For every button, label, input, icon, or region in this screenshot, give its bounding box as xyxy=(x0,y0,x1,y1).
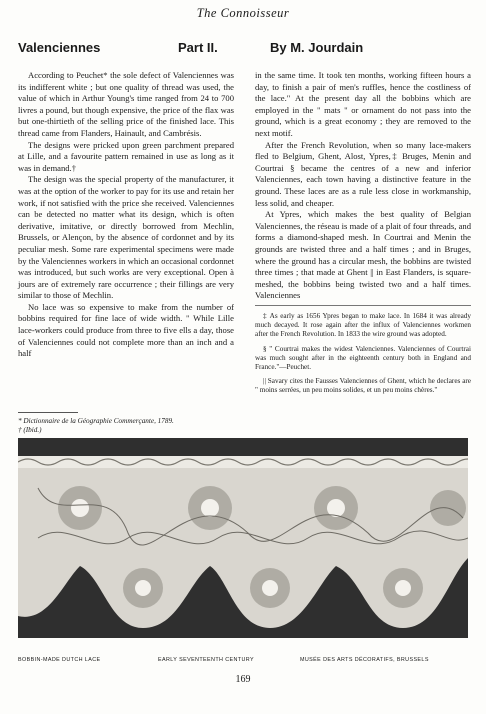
footnote: † (Ibid.) xyxy=(18,426,42,434)
left-column xyxy=(18,70,234,360)
lace-illustration xyxy=(18,438,468,638)
running-head: The Connoisseur xyxy=(196,6,290,20)
paragraph: After the French Revolution, when so many lace-makers fled to Belgium, Ghent, Alost, Ypres,‡ Bruges, Menin and Courtrai § became the centres of a new and inferior Valenciennes, each town having a distinctive feature in the ground. These laces are as a rule less close in workmanship, less solid, and cheaper. xyxy=(255,139,471,208)
lace-photograph xyxy=(18,438,468,638)
article-title-row xyxy=(18,40,470,60)
article-part: Part II. xyxy=(178,40,218,55)
footnote-divider xyxy=(255,305,471,306)
caption-right: MUSÉE DES ARTS DÉCORATIFS, BRUSSELS xyxy=(300,657,429,663)
footnote-rule xyxy=(18,412,78,413)
caption-middle: EARLY SEVENTEENTH CENTURY xyxy=(158,657,254,663)
right-footnotes xyxy=(255,312,471,401)
left-footnotes xyxy=(18,406,234,435)
paragraph: No lace was so expensive to make from the number of bobbins required for fine lace of wide width. " While Lille lace-workers could produce from three to five ells a day, those of Valenciennes could not complete more than an inch and a half xyxy=(18,301,234,359)
paragraph: The design was the special property of the manufacturer, it was at the option of the worker to pay for its use and retain her work, if not satisfied with the price she received. Valenciennes can be detected no matter what its design, which is often derivative, imitative, or directly borrowed from Mechlin, Brussels, or Alençon, by the absence of cordonnet and by its peculiar mesh. Some rare experimental specimens were made by the Valenciennes workers in which an occasional cordonnet was introduced, but such works are very exceptional. Open à jours are of extremely rare occurrence ; their fillings are very similar to those of Mechlin. xyxy=(18,174,234,301)
paragraph: According to Peuchet* the sole defect of Valenciennes was its indifferent white ; but one quality of thread was used, the value of which in Arthur Young's time ranged from 24 to 700 livres a pound, but though expensive, the price of the flax was but one-thirtieth of the selling price of the finished lace. This thread came from Flanders, Hainault, and Cambrésis. xyxy=(18,70,234,138)
footnote: || Savary cites the Fausses Valenciennes of Ghent, which he declares are " moins serrées, un peu moins solides, et un peu moins chères." xyxy=(255,377,471,395)
paragraph: At Ypres, which makes the best quality of Belgian Valenciennes, the réseau is made of a plait of four threads, and forms a diamond-shaped mesh. In Courtrai and Menin the grounds are twisted three and a half times ; and in Bruges, where the ground has a circular mesh, the bobbins are twisted three times ; that made at Ghent || in East Flanders, is square-meshed, the bobbins being twisted two and a half times. Valenciennes xyxy=(255,209,471,301)
right-column xyxy=(255,70,471,302)
article-author: By M. Jourdain xyxy=(270,40,364,55)
paragraph: The designs were pricked upon green parchment prepared at Lille, and a favourite pattern remained in use as long as it was in demand.† xyxy=(18,139,234,173)
figure-caption xyxy=(18,657,470,667)
caption-left: BOBBIN-MADE DUTCH LACE xyxy=(18,657,101,663)
footnote: * Dictionnaire de la Géographie Commerçante, 1789. xyxy=(18,417,174,425)
article-title: Valenciennes xyxy=(18,40,101,55)
paragraph: in the same time. It took ten months, working fifteen hours a day, to finish a pair of men's ruffles, hence the costliness of the lace." At the present day all the bobbins which are employed in the " mats " or ornament do not pass into the ground, which is a great economy ; they are removed to the next motif. xyxy=(255,70,471,138)
footnote: § " Courtrai makes the widest Valenciennes. Valenciennes of Courtrai was much sought after in the eighteenth century both in England and France."—Peuchet. xyxy=(255,344,471,372)
page-number: 169 xyxy=(235,674,251,685)
footnote: ‡ As early as 1656 Ypres began to make lace. In 1684 it was already much decayed. It rose again after the influx of Valenciennes workmen after the French Revolution. In 1833 the wire ground was adopted. xyxy=(255,312,471,339)
